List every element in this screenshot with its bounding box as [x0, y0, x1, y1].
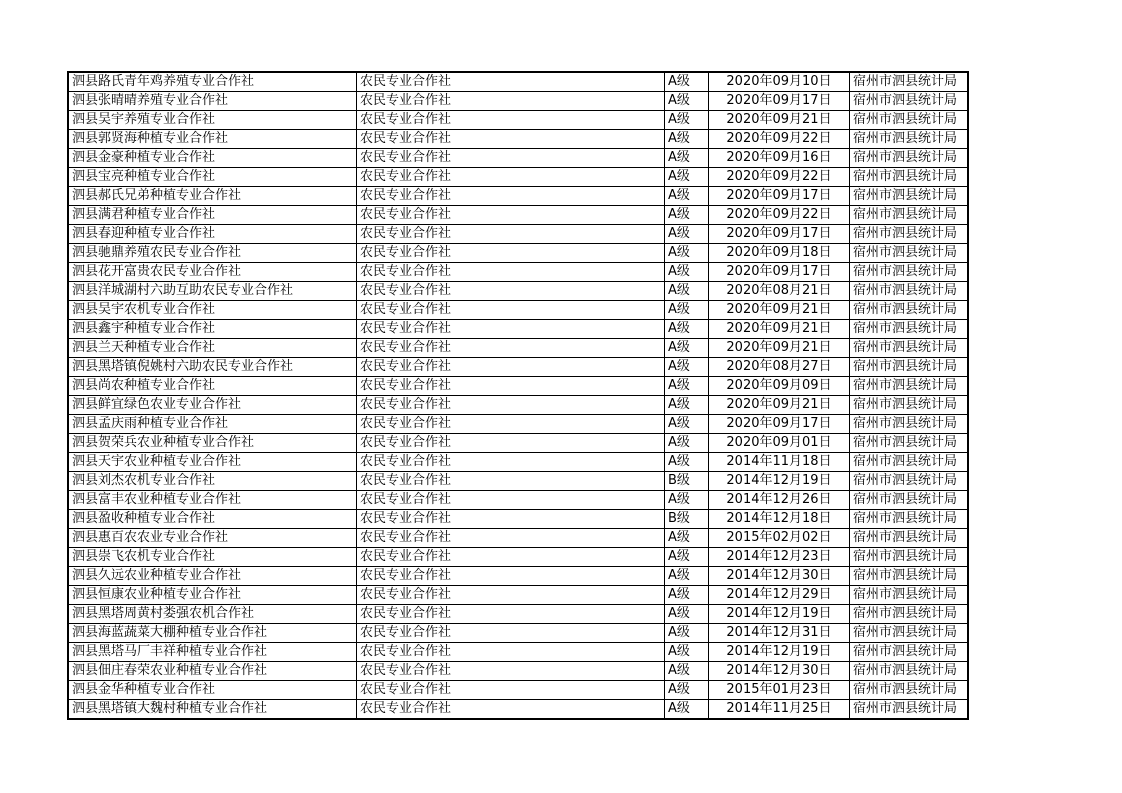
authority-cell: 宿州市泗县统计局: [850, 415, 969, 434]
org-type-cell: 农民专业合作社: [357, 472, 665, 491]
date-cell: 2020年09月21日: [709, 111, 850, 130]
org-type-cell: 农民专业合作社: [357, 605, 665, 624]
table-row: [68, 377, 968, 396]
grade-cell: A级: [665, 244, 709, 263]
authority-cell: 宿州市泗县统计局: [850, 263, 969, 282]
date-cell: 2020年09月22日: [709, 130, 850, 149]
cooperative-name-cell: 泗县路氏青年鸡养殖专业合作社: [68, 72, 357, 92]
authority-cell: 宿州市泗县统计局: [850, 548, 969, 567]
org-type-cell: 农民专业合作社: [357, 624, 665, 643]
table-row: [68, 586, 968, 605]
grade-cell: A级: [665, 662, 709, 681]
org-type-cell: 农民专业合作社: [357, 681, 665, 700]
authority-cell: 宿州市泗县统计局: [850, 130, 969, 149]
authority-cell: 宿州市泗县统计局: [850, 377, 969, 396]
table-row: [68, 168, 968, 187]
authority-cell: 宿州市泗县统计局: [850, 624, 969, 643]
date-cell: 2020年09月22日: [709, 206, 850, 225]
cooperative-name-cell: 泗县黑塔马厂丰祥种植专业合作社: [68, 643, 357, 662]
date-cell: 2014年12月30日: [709, 662, 850, 681]
authority-cell: 宿州市泗县统计局: [850, 529, 969, 548]
grade-cell: B级: [665, 510, 709, 529]
grade-cell: A级: [665, 377, 709, 396]
table-row: [68, 263, 968, 282]
cooperative-name-cell: 泗县满君种植专业合作社: [68, 206, 357, 225]
date-cell: 2020年08月21日: [709, 282, 850, 301]
table-row: [68, 529, 968, 548]
table-row: [68, 491, 968, 510]
date-cell: 2020年09月18日: [709, 244, 850, 263]
authority-cell: 宿州市泗县统计局: [850, 225, 969, 244]
table-row: [68, 396, 968, 415]
cooperative-name-cell: 泗县郝氏兄弟种植专业合作社: [68, 187, 357, 206]
grade-cell: A级: [665, 605, 709, 624]
authority-cell: 宿州市泗县统计局: [850, 643, 969, 662]
table-row: [68, 301, 968, 320]
org-type-cell: 农民专业合作社: [357, 72, 665, 92]
cooperative-name-cell: 泗县盈收种植专业合作社: [68, 510, 357, 529]
cooperative-name-cell: 泗县崇飞农机专业合作社: [68, 548, 357, 567]
org-type-cell: 农民专业合作社: [357, 263, 665, 282]
authority-cell: 宿州市泗县统计局: [850, 491, 969, 510]
date-cell: 2014年12月26日: [709, 491, 850, 510]
table-row: [68, 149, 968, 168]
date-cell: 2015年02月02日: [709, 529, 850, 548]
date-cell: 2020年09月21日: [709, 396, 850, 415]
date-cell: 2020年09月17日: [709, 92, 850, 111]
authority-cell: 宿州市泗县统计局: [850, 301, 969, 320]
date-cell: 2020年09月17日: [709, 187, 850, 206]
cooperative-name-cell: 泗县金豪种植专业合作社: [68, 149, 357, 168]
org-type-cell: 农民专业合作社: [357, 225, 665, 244]
org-type-cell: 农民专业合作社: [357, 415, 665, 434]
org-type-cell: 农民专业合作社: [357, 92, 665, 111]
org-type-cell: 农民专业合作社: [357, 149, 665, 168]
cooperative-name-cell: 泗县尚农种植专业合作社: [68, 377, 357, 396]
data-table: [67, 71, 969, 720]
authority-cell: 宿州市泗县统计局: [850, 434, 969, 453]
table-row: [68, 700, 968, 720]
grade-cell: A级: [665, 111, 709, 130]
table-row: [68, 548, 968, 567]
org-type-cell: 农民专业合作社: [357, 301, 665, 320]
grade-cell: A级: [665, 72, 709, 92]
org-type-cell: 农民专业合作社: [357, 662, 665, 681]
grade-cell: A级: [665, 358, 709, 377]
table-row: [68, 72, 968, 92]
authority-cell: 宿州市泗县统计局: [850, 662, 969, 681]
cooperative-name-cell: 泗县恒康农业种植专业合作社: [68, 586, 357, 605]
grade-cell: A级: [665, 529, 709, 548]
org-type-cell: 农民专业合作社: [357, 548, 665, 567]
date-cell: 2020年09月16日: [709, 149, 850, 168]
table-row: [68, 662, 968, 681]
table-row: [68, 434, 968, 453]
table-row: [68, 624, 968, 643]
authority-cell: 宿州市泗县统计局: [850, 358, 969, 377]
table-row: [68, 567, 968, 586]
cooperative-name-cell: 泗县春迎种植专业合作社: [68, 225, 357, 244]
authority-cell: 宿州市泗县统计局: [850, 111, 969, 130]
authority-cell: 宿州市泗县统计局: [850, 320, 969, 339]
org-type-cell: 农民专业合作社: [357, 529, 665, 548]
cooperative-name-cell: 泗县鑫宇种植专业合作社: [68, 320, 357, 339]
table-row: [68, 453, 968, 472]
date-cell: 2014年12月31日: [709, 624, 850, 643]
date-cell: 2014年12月19日: [709, 605, 850, 624]
cooperative-name-cell: 泗县兰天种植专业合作社: [68, 339, 357, 358]
grade-cell: A级: [665, 624, 709, 643]
authority-cell: 宿州市泗县统计局: [850, 282, 969, 301]
table-row: [68, 206, 968, 225]
cooperative-name-cell: 泗县刘杰农机专业合作社: [68, 472, 357, 491]
table-row: [68, 130, 968, 149]
grade-cell: A级: [665, 130, 709, 149]
grade-cell: A级: [665, 453, 709, 472]
grade-cell: A级: [665, 282, 709, 301]
org-type-cell: 农民专业合作社: [357, 396, 665, 415]
cooperative-name-cell: 泗县郭贤海种植专业合作社: [68, 130, 357, 149]
date-cell: 2020年09月21日: [709, 320, 850, 339]
authority-cell: 宿州市泗县统计局: [850, 472, 969, 491]
cooperative-name-cell: 泗县吴宇农机专业合作社: [68, 301, 357, 320]
org-type-cell: 农民专业合作社: [357, 586, 665, 605]
table-row: [68, 472, 968, 491]
table-body: [68, 72, 968, 719]
date-cell: 2020年09月09日: [709, 377, 850, 396]
date-cell: 2020年08月27日: [709, 358, 850, 377]
table-row: [68, 92, 968, 111]
grade-cell: A级: [665, 339, 709, 358]
date-cell: 2020年09月22日: [709, 168, 850, 187]
authority-cell: 宿州市泗县统计局: [850, 339, 969, 358]
grade-cell: A级: [665, 643, 709, 662]
date-cell: 2014年11月25日: [709, 700, 850, 720]
cooperative-name-cell: 泗县宝亮种植专业合作社: [68, 168, 357, 187]
authority-cell: 宿州市泗县统计局: [850, 92, 969, 111]
authority-cell: 宿州市泗县统计局: [850, 168, 969, 187]
cooperative-name-cell: 泗县金华种植专业合作社: [68, 681, 357, 700]
authority-cell: 宿州市泗县统计局: [850, 700, 969, 720]
authority-cell: 宿州市泗县统计局: [850, 453, 969, 472]
date-cell: 2014年12月19日: [709, 643, 850, 662]
org-type-cell: 农民专业合作社: [357, 358, 665, 377]
date-cell: 2020年09月17日: [709, 415, 850, 434]
grade-cell: A级: [665, 149, 709, 168]
table-row: [68, 339, 968, 358]
org-type-cell: 农民专业合作社: [357, 187, 665, 206]
org-type-cell: 农民专业合作社: [357, 453, 665, 472]
cooperative-name-cell: 泗县鲜宜绿色农业专业合作社: [68, 396, 357, 415]
grade-cell: A级: [665, 206, 709, 225]
table-row: [68, 282, 968, 301]
date-cell: 2020年09月17日: [709, 263, 850, 282]
grade-cell: A级: [665, 548, 709, 567]
authority-cell: 宿州市泗县统计局: [850, 149, 969, 168]
grade-cell: B级: [665, 472, 709, 491]
grade-cell: A级: [665, 225, 709, 244]
cooperative-name-cell: 泗县洋城湖村六助互助农民专业合作社: [68, 282, 357, 301]
org-type-cell: 农民专业合作社: [357, 567, 665, 586]
cooperative-name-cell: 泗县黑塔周黄村娄强农机合作社: [68, 605, 357, 624]
date-cell: 2020年09月21日: [709, 301, 850, 320]
date-cell: 2020年09月01日: [709, 434, 850, 453]
authority-cell: 宿州市泗县统计局: [850, 510, 969, 529]
date-cell: 2015年01月23日: [709, 681, 850, 700]
grade-cell: A级: [665, 491, 709, 510]
org-type-cell: 农民专业合作社: [357, 282, 665, 301]
table-row: [68, 415, 968, 434]
cooperative-name-cell: 泗县佃庄春荣农业种植专业合作社: [68, 662, 357, 681]
authority-cell: 宿州市泗县统计局: [850, 396, 969, 415]
grade-cell: A级: [665, 168, 709, 187]
table-row: [68, 605, 968, 624]
table-row: [68, 643, 968, 662]
table-row: [68, 111, 968, 130]
grade-cell: A级: [665, 301, 709, 320]
table-row: [68, 225, 968, 244]
cooperative-name-cell: 泗县久远农业种植专业合作社: [68, 567, 357, 586]
grade-cell: A级: [665, 396, 709, 415]
table-row: [68, 320, 968, 339]
org-type-cell: 农民专业合作社: [357, 320, 665, 339]
cooperative-name-cell: 泗县黑塔镇大魏村种植专业合作社: [68, 700, 357, 720]
org-type-cell: 农民专业合作社: [357, 339, 665, 358]
org-type-cell: 农民专业合作社: [357, 168, 665, 187]
org-type-cell: 农民专业合作社: [357, 700, 665, 720]
authority-cell: 宿州市泗县统计局: [850, 567, 969, 586]
org-type-cell: 农民专业合作社: [357, 377, 665, 396]
date-cell: 2014年12月19日: [709, 472, 850, 491]
cooperative-name-cell: 泗县花开富贵农民专业合作社: [68, 263, 357, 282]
date-cell: 2014年11月18日: [709, 453, 850, 472]
cooperative-name-cell: 泗县驰鼎养殖农民专业合作社: [68, 244, 357, 263]
table-row: [68, 244, 968, 263]
cooperative-name-cell: 泗县黑塔镇倪姚村六助农民专业合作社: [68, 358, 357, 377]
table-row: [68, 510, 968, 529]
date-cell: 2020年09月17日: [709, 225, 850, 244]
org-type-cell: 农民专业合作社: [357, 510, 665, 529]
date-cell: 2014年12月18日: [709, 510, 850, 529]
org-type-cell: 农民专业合作社: [357, 643, 665, 662]
grade-cell: A级: [665, 320, 709, 339]
grade-cell: A级: [665, 434, 709, 453]
org-type-cell: 农民专业合作社: [357, 491, 665, 510]
grade-cell: A级: [665, 586, 709, 605]
authority-cell: 宿州市泗县统计局: [850, 72, 969, 92]
authority-cell: 宿州市泗县统计局: [850, 586, 969, 605]
grade-cell: A级: [665, 263, 709, 282]
org-type-cell: 农民专业合作社: [357, 244, 665, 263]
authority-cell: 宿州市泗县统计局: [850, 187, 969, 206]
table-row: [68, 358, 968, 377]
grade-cell: A级: [665, 92, 709, 111]
date-cell: 2020年09月21日: [709, 339, 850, 358]
authority-cell: 宿州市泗县统计局: [850, 605, 969, 624]
date-cell: 2020年09月10日: [709, 72, 850, 92]
grade-cell: A级: [665, 187, 709, 206]
grade-cell: A级: [665, 567, 709, 586]
authority-cell: 宿州市泗县统计局: [850, 681, 969, 700]
authority-cell: 宿州市泗县统计局: [850, 206, 969, 225]
cooperative-name-cell: 泗县海蓝蔬菜大棚种植专业合作社: [68, 624, 357, 643]
org-type-cell: 农民专业合作社: [357, 130, 665, 149]
cooperative-name-cell: 泗县张晴晴养殖专业合作社: [68, 92, 357, 111]
cooperative-name-cell: 泗县富丰农业种植专业合作社: [68, 491, 357, 510]
table-row: [68, 681, 968, 700]
cooperative-name-cell: 泗县吴宇养殖专业合作社: [68, 111, 357, 130]
cooperative-name-cell: 泗县天宇农业种植专业合作社: [68, 453, 357, 472]
date-cell: 2014年12月29日: [709, 586, 850, 605]
date-cell: 2014年12月23日: [709, 548, 850, 567]
table-row: [68, 187, 968, 206]
cooperative-name-cell: 泗县贺荣兵农业种植专业合作社: [68, 434, 357, 453]
cooperative-name-cell: 泗县孟庆雨种植专业合作社: [68, 415, 357, 434]
grade-cell: A级: [665, 700, 709, 720]
org-type-cell: 农民专业合作社: [357, 434, 665, 453]
grade-cell: A级: [665, 681, 709, 700]
org-type-cell: 农民专业合作社: [357, 111, 665, 130]
cooperative-name-cell: 泗县惠百农农业专业合作社: [68, 529, 357, 548]
grade-cell: A级: [665, 415, 709, 434]
date-cell: 2014年12月30日: [709, 567, 850, 586]
org-type-cell: 农民专业合作社: [357, 206, 665, 225]
authority-cell: 宿州市泗县统计局: [850, 244, 969, 263]
